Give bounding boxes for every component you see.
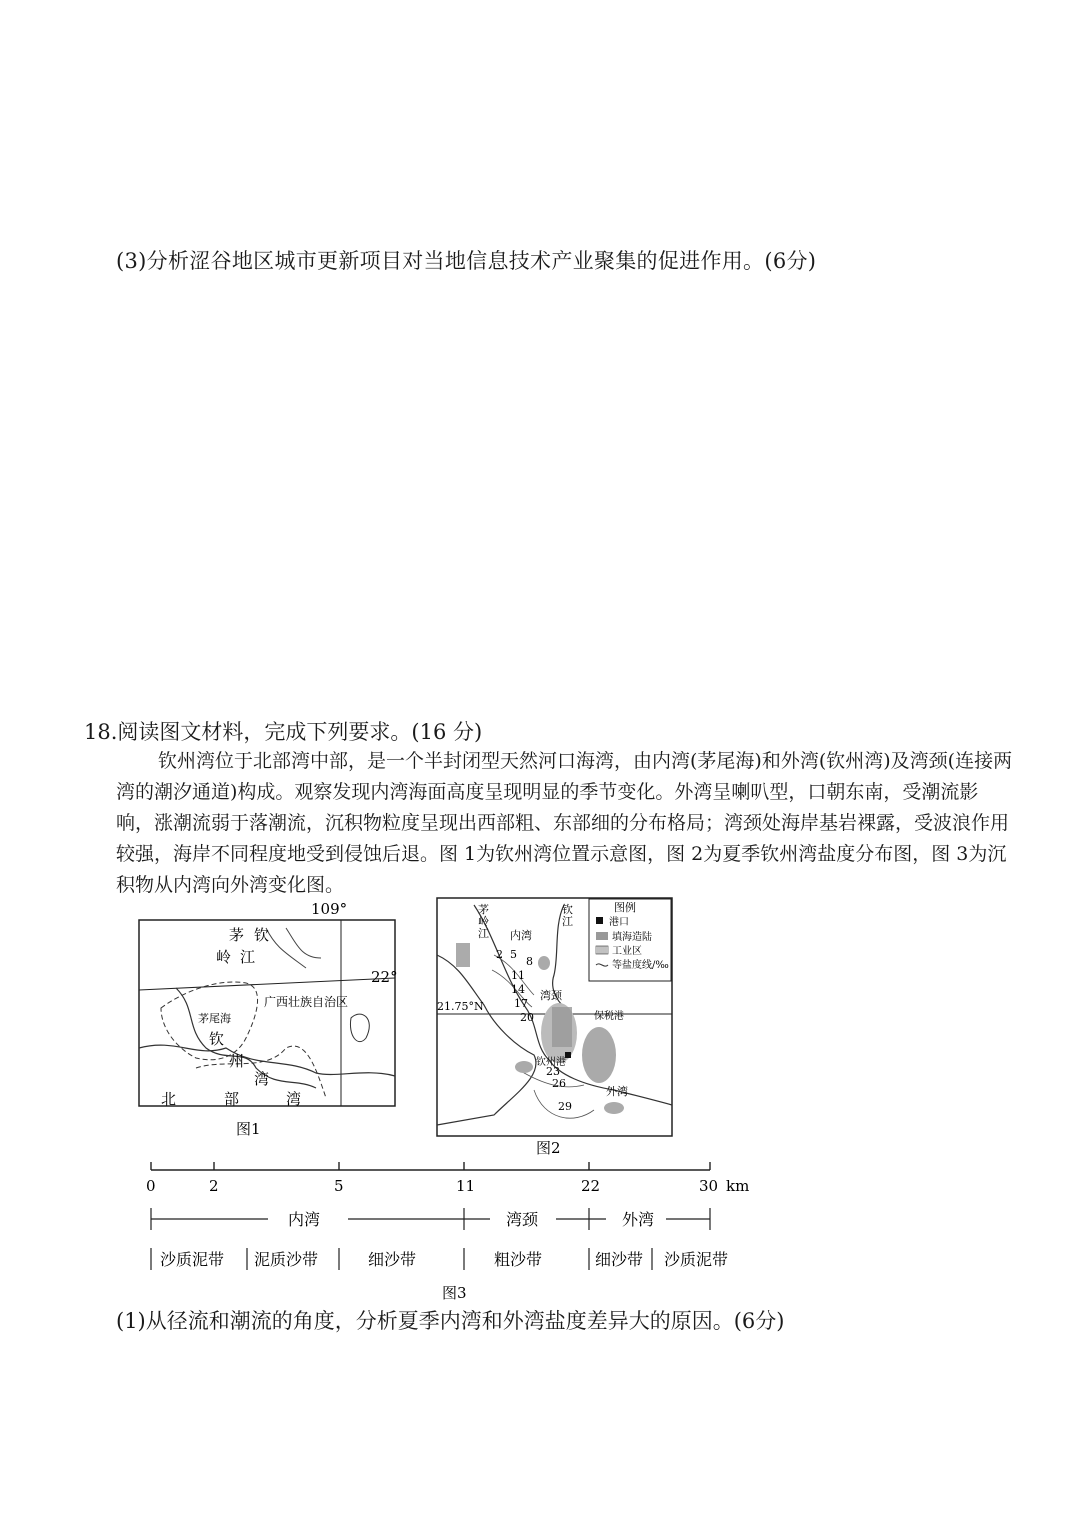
figure-2 — [434, 895, 679, 1160]
question-18-sub1: (1)从径流和潮流的角度，分析夏季内湾和外湾盐度差异大的原因。(6分) — [116, 1309, 785, 1333]
fig1-label: 茅尾海 — [198, 1012, 231, 1025]
fig2-river: 岭 — [478, 915, 489, 928]
fig3-belt: 泥质沙带 — [254, 1250, 319, 1269]
fig2-isoline: 8 — [526, 955, 533, 968]
fig2-river: 江 — [562, 915, 573, 928]
fig2-isoline: 14 — [511, 983, 525, 996]
fig2-legend-item: 工业区 — [612, 946, 642, 957]
fig3-caption: 图3 — [442, 1284, 467, 1302]
fig2-place: 湾颈 — [540, 989, 562, 1002]
fig2-isoline: 29 — [558, 1100, 572, 1113]
fig3-zone: 内湾 — [288, 1210, 321, 1229]
question-18-paragraph: 钦州湾位于北部湾中部，是一个半封闭型天然河口海湾，由内湾(茅尾海)和外湾(钦州湾)及湾颈(连接两湾的潮汐通道)构成。观察发现内湾海面高度呈现明显的季节变化。外湾呈喇叭型，口朝东南，受潮流影响，涨潮流弱于落潮流，沉积物粒度呈现出西部粗、东部细的分布格局；湾颈处海岸基岩裸露，受波浪作用较强，海岸不同程度地受到侵蚀后退。图 1为钦州湾位置示意图，图 2为夏季钦州湾盐度分布图，图 3为沉积物从内湾向外湾变化图。 — [116, 750, 1013, 896]
fig3-tick: 11 — [456, 1177, 476, 1195]
fig2-place: 内湾 — [510, 929, 532, 942]
fig1-lat-label: 22° — [371, 968, 398, 986]
fig2-isoline: 23 — [546, 1065, 560, 1078]
fig2-legend-item: 港口 — [609, 917, 629, 928]
fig1-label: 茅 — [229, 926, 245, 944]
fig3-zone: 外湾 — [622, 1210, 655, 1229]
fig3-belt: 沙质泥带 — [664, 1250, 729, 1269]
fig1-label: 州 — [229, 1052, 245, 1070]
fig2-place: 外湾 — [606, 1085, 628, 1098]
fig2-caption: 图2 — [536, 1139, 561, 1157]
fig2-river: 钦 — [562, 903, 573, 916]
fig3-tick: 22 — [581, 1177, 601, 1195]
fig1-label: 广西壮族自治区 — [264, 995, 349, 1009]
fig2-river: 茅 — [478, 903, 489, 916]
fig1-label: 岭 — [216, 948, 232, 966]
question-18-title: 18.阅读图文材料，完成下列要求。(16 分) — [84, 720, 483, 744]
fig1-lon-label: 109° — [311, 900, 348, 918]
figure-3 — [138, 1158, 758, 1304]
fig2-isoline: 5 — [510, 948, 517, 961]
fig2-river: 江 — [478, 927, 489, 940]
fig3-belt: 粗沙带 — [494, 1250, 543, 1269]
fig2-lat-label: 21.75°N — [437, 1000, 484, 1013]
fig2-legend-item: 填海造陆 — [612, 932, 652, 943]
fig2-place: 钦州港 — [536, 1057, 566, 1068]
fig2-legend-item: 等盐度线/‰ — [612, 960, 669, 971]
fig3-unit: km — [726, 1177, 750, 1195]
fig3-belt: 细沙带 — [368, 1250, 417, 1269]
fig1-caption: 图1 — [236, 1120, 261, 1138]
fig3-tick: 2 — [209, 1177, 219, 1195]
fig2-isoline: 17 — [514, 997, 528, 1010]
fig3-belt: 细沙带 — [595, 1250, 644, 1269]
fig3-tick: 5 — [334, 1177, 344, 1195]
fig3-zone: 湾颈 — [506, 1210, 539, 1229]
figure-1 — [136, 898, 406, 1148]
fig2-isoline: 20 — [520, 1011, 534, 1024]
question-3: (3)分析涩谷地区城市更新项目对当地信息技术产业聚集的促进作用。(6分) — [116, 249, 817, 273]
fig3-belt: 沙质泥带 — [160, 1250, 225, 1269]
fig3-tick: 30 — [699, 1177, 719, 1195]
fig1-label: 湾 — [254, 1070, 270, 1088]
fig1-label: 钦 — [254, 926, 270, 944]
fig2-isoline: 2 — [496, 948, 503, 961]
fig1-label: 江 — [240, 948, 256, 966]
fig3-tick: 0 — [146, 1177, 156, 1195]
fig2-isoline: 26 — [552, 1077, 566, 1090]
fig1-label: 部 — [224, 1090, 240, 1108]
fig2-isoline: 11 — [511, 969, 525, 982]
fig2-legend-title: 图例 — [614, 901, 636, 914]
fig1-label: 钦 — [209, 1030, 225, 1048]
fig2-place: 保税港 — [594, 1011, 624, 1022]
fig1-label: 湾 — [286, 1090, 302, 1108]
fig1-label: 北 — [161, 1090, 177, 1108]
